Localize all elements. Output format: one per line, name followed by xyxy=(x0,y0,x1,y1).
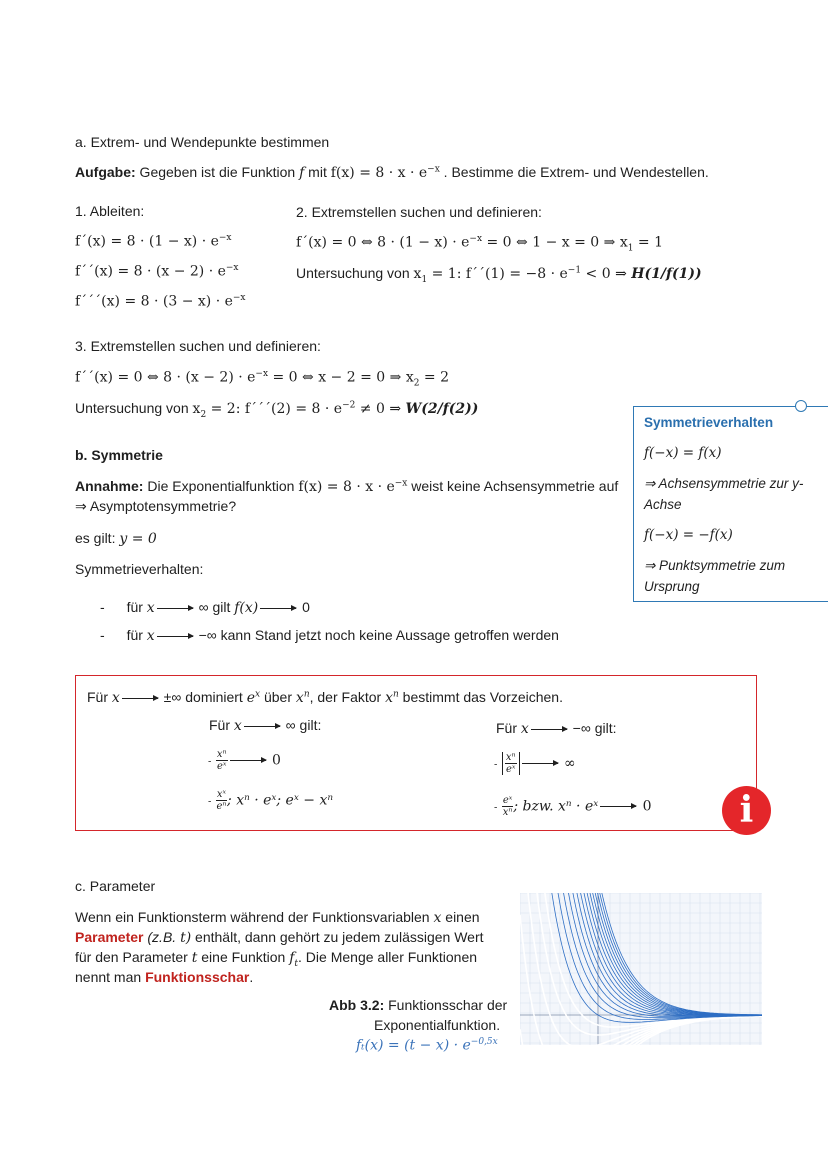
extrem-equation: f´(x) = 0 ⇔ $8 \cdot (1 - x) \cdot e^{-x} = 0$ ⇔ 1 − x = 0 ⇒ $x_1 = 1$ xyxy=(296,234,663,254)
param-line3: für den Parameter t eine Funktion $f_t$. Die Menge aller Funktionen xyxy=(75,949,478,969)
param-line1: Wenn ein Funktionsterm während der Funktionsvariablen x einen xyxy=(75,909,480,926)
wende-check: Untersuchung von $x_2 = 2$: f´´´(2) = $8 \cdot e^{-2} \ne 0$ ⇒ W(2/f(2)) xyxy=(75,400,479,420)
symmetry-label: Symmetrieverhalten: xyxy=(75,561,204,577)
extrem-check: Untersuchung von $x_1 = 1$: f´´(1) = $-8 \cdot e^{-1} < 0$ ⇒ H(1/f(1)) xyxy=(296,265,702,285)
section-b-heading: b. Symmetrie xyxy=(75,447,163,463)
param-line2: Parameter (z.B. t) enthält, dann gehört zu jedem zulässigen Wert xyxy=(75,929,484,946)
sidebox-text1b: Achse xyxy=(644,497,682,512)
sidebox-eq2: f(−x) = −f(x) xyxy=(644,527,733,543)
param-line4: nennt man Funktionsschar. xyxy=(75,969,254,985)
sidebox-title: Symmetrieverhalten xyxy=(644,415,774,430)
info-left-item1: - $\frac{\text{xⁿ}}{\text{eˣ}}$ 0 xyxy=(208,749,281,772)
wende-equation: f´´(x) = 0 ⇔ $8 \cdot (x - 2) \cdot e^{-x} = 0$ ⇔ x − 2 = 0 ⇒ $x_2 = 2$ xyxy=(75,369,449,389)
section-a-heading: a. Extrem- und Wendepunkte bestimmen xyxy=(75,134,330,150)
function-family-graph xyxy=(520,893,762,1045)
wende-point: W(2/f(2)) xyxy=(405,401,479,417)
sidebox-text2b: Ursprung xyxy=(644,579,700,594)
figure-caption: Abb 3.2: Funktionsschar der xyxy=(329,997,508,1013)
task-f: f xyxy=(299,165,305,181)
task-line xyxy=(75,164,709,181)
arrow xyxy=(157,608,193,609)
sidebox-eq1: f(−x) = f(x) xyxy=(644,445,722,461)
info-icon: i xyxy=(722,786,771,835)
sidebox-text2a: ⇒ Punktsymmetrie zum xyxy=(644,558,786,573)
derivative-1: f´(x) = $8 \cdot (1 - x) \cdot e^{-x}$ xyxy=(75,233,232,250)
bullet-2: - für x −∞ kann Stand jetzt noch keine Aussage getroffen werden xyxy=(100,627,559,644)
step3-title: 3. Extremstellen suchen und definieren: xyxy=(75,338,321,354)
task-text-2: mit xyxy=(304,164,331,180)
step2-title: 2. Extremstellen suchen und definieren: xyxy=(296,204,542,220)
figure-formula: $f_t(x) = (t - x) \cdot e^{-0,5x}$ xyxy=(356,1037,498,1054)
assumption-line2: ⇒ Asymptotensymmetrie? xyxy=(75,498,237,514)
arrow xyxy=(157,636,193,637)
info-left-header: Für x ∞ gilt: xyxy=(209,717,322,734)
sidebox-connector-dot xyxy=(795,400,807,412)
info-right-item2: - $\frac{\text{eˣ}}{\text{xⁿ}}$ ; bzw. xⁿ · eˣ 0 xyxy=(494,795,652,818)
es-gilt-line: es gilt: y = 0 xyxy=(75,530,157,547)
task-label: Aufgabe: xyxy=(75,164,136,180)
task-formula: $f(x) = 8 \cdot x \cdot e^{-x}$ xyxy=(330,164,440,181)
derivative-2: f´´(x) = $8 \cdot (x - 2) \cdot e^{-x}$ xyxy=(75,263,239,280)
info-left-item2: - $\frac{\text{xˣ}}{\text{eⁿ}}$ ; xⁿ · eˣ; eˣ − xⁿ xyxy=(208,789,334,812)
assumption-line: Annahme: Die Exponentialfunktion $f(x) = 8 \cdot x \cdot e^{-x}$ weist keine Achsensymmetrie auf xyxy=(75,478,619,495)
section-c-heading: c. Parameter xyxy=(75,878,156,894)
info-right-item1: - $\frac{\text{xⁿ}}{\text{eˣ}}$ ∞ xyxy=(494,752,576,775)
derivative-3: f´´´(x) = $8 \cdot (3 - x) \cdot e^{-x}$ xyxy=(75,293,246,310)
task-text-3: . Bestimme die Extrem- und Wendestellen. xyxy=(439,164,709,180)
arrow xyxy=(260,608,296,609)
task-text-1: Gegeben ist die Funktion xyxy=(135,164,300,180)
symmetry-sidebox xyxy=(633,406,828,602)
bullet-1: - für x ∞ gilt f(x) 0 xyxy=(100,599,310,616)
extrem-point: H(1/f(1)) xyxy=(631,266,702,282)
figure-caption-2: Exponentialfunktion. xyxy=(374,1017,501,1033)
step1-title: 1. Ableiten: xyxy=(75,203,145,219)
info-line1: Für x ±∞ dominiert $e^x$ über $x^n$, der Faktor $x^n$ bestimmt das Vorzeichen. xyxy=(87,689,563,706)
info-right-header: Für x −∞ gilt: xyxy=(496,720,617,737)
sidebox-text1a: ⇒ Achsensymmetrie zur y- xyxy=(644,476,804,491)
